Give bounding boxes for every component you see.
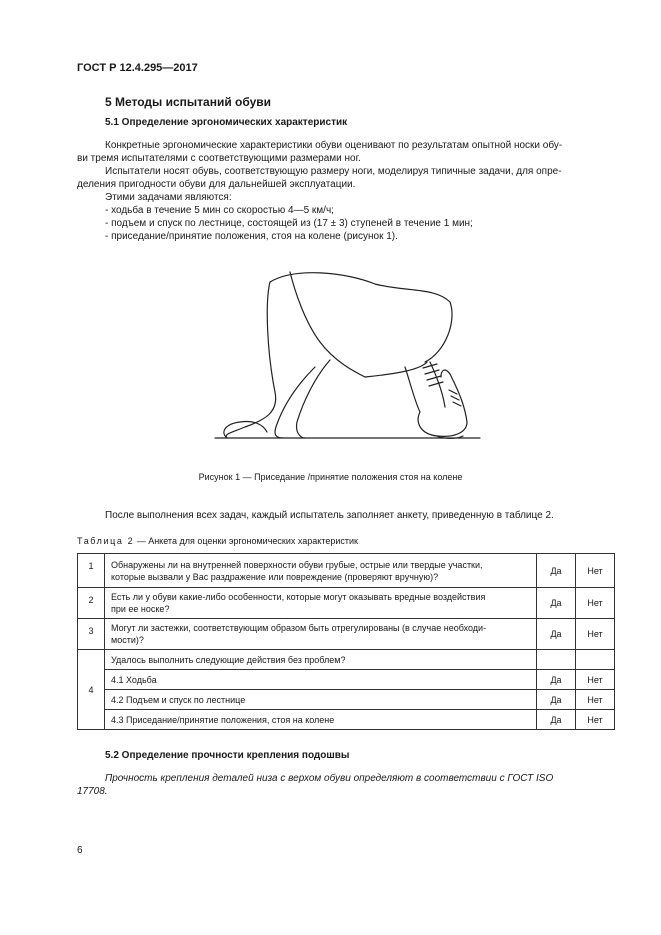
row-number: 2 <box>78 588 105 619</box>
answer-yes: Да <box>537 690 576 710</box>
question-cell: 4.2 Подъем и спуск по лестнице <box>105 690 537 710</box>
paragraph-2-line-2: деления пригодности обуви для дальнейшей эксплуатации. <box>77 179 356 190</box>
tasks-intro: Этими задачами являются: <box>105 192 232 203</box>
section2-text-line-2: 17708. <box>77 786 108 797</box>
table-row <box>78 588 615 619</box>
answer-no: Нет <box>576 588 615 619</box>
task-item: - ходьба в течение 5 мин со скоростью 4—5 км/ч; <box>105 205 334 216</box>
answer-no: Нет <box>576 554 615 588</box>
answer-yes: Да <box>537 588 576 619</box>
ergonomics-survey-table <box>77 553 615 730</box>
question-cell <box>105 554 537 588</box>
row-number: 1 <box>78 554 105 588</box>
answer-yes: Да <box>537 619 576 650</box>
paragraph-2-line-1: Испытатели носят обувь, соответствующую размеру ноги, моделируя типичные задачи, для опре- <box>105 166 562 177</box>
table-row <box>78 670 615 690</box>
answer-no: Нет <box>576 670 615 690</box>
row-number: 3 <box>78 619 105 650</box>
question-line: которые вызвали у Вас раздражение или повреждение (проверяют вручную)? <box>111 571 439 582</box>
standard-code: ГОСТ Р 12.4.295—2017 <box>77 62 198 74</box>
section2-text-line-1: Прочность крепления деталей низа с верхом обуви определяют в соответствии с ГОСТ ISO <box>105 773 554 784</box>
figure-caption: Рисунок 1 — Приседание /принятие положения стоя на колене <box>198 472 463 482</box>
subsection-title-5-1: 5.1 Определение эргономических характеристик <box>105 117 348 128</box>
table-row <box>78 690 615 710</box>
question-line: Есть ли у обуви какие-либо особенности, которые могут оказывать вредные воздействия <box>111 592 486 602</box>
question-cell: Удалось выполнить следующие действия без проблем? <box>105 650 537 670</box>
subsection-title-5-2: 5.2 Определение прочности крепления подошвы <box>105 750 350 761</box>
table-row <box>78 619 615 650</box>
page-number: 6 <box>77 845 83 856</box>
answer-yes: Да <box>537 554 576 588</box>
empty-cell <box>537 650 576 670</box>
question-line: Могут ли застежки, соответствующим образом быть отрегулированы (в случае необходи- <box>111 623 487 633</box>
question-line: Обнаружены ли на внутренней поверхности обуви грубые, острые или твердые участки, <box>111 559 483 570</box>
after-tasks-text: После выполнения всех задач, каждый испытатель заполняет анкету, приведенную в таблице 2. <box>105 510 554 521</box>
answer-no: Нет <box>576 710 615 730</box>
task-item: - приседание/принятие положения, стоя на колене (рисунок 1). <box>105 231 398 242</box>
question-cell: 4.3 Приседание/принятие положения, стоя на колене <box>105 710 537 730</box>
question-line: при ее носке? <box>111 604 170 614</box>
table-row <box>78 710 615 730</box>
answer-yes: Да <box>537 710 576 730</box>
table-row <box>78 650 615 670</box>
paragraph-1-line-2: ви тремя испытателями с соответствующими размерами ног. <box>77 153 361 164</box>
question-cell <box>105 619 537 650</box>
kneeling-figure-illustration <box>205 262 490 452</box>
empty-cell <box>576 650 615 670</box>
answer-no: Нет <box>576 690 615 710</box>
table-caption <box>77 536 358 546</box>
row-number: 4 <box>78 650 105 730</box>
answer-no: Нет <box>576 619 615 650</box>
paragraph-1-line-1: Конкретные эргономические характеристики обуви оценивают по результатам опытной носки обу- <box>105 140 563 151</box>
question-cell: 4.1 Ходьба <box>105 670 537 690</box>
answer-yes: Да <box>537 670 576 690</box>
task-item: - подъем и спуск по лестнице, состоящей из (17 ± 3) ступеней в течение 1 мин; <box>105 218 473 229</box>
question-line: мости)? <box>111 635 144 645</box>
section-title: 5 Методы испытаний обуви <box>105 95 272 109</box>
table-caption-text: — Анкета для оценки эргономических характеристик <box>134 536 358 546</box>
table-row <box>78 554 615 588</box>
question-cell <box>105 588 537 619</box>
table-label: Таблица 2 <box>77 536 135 546</box>
